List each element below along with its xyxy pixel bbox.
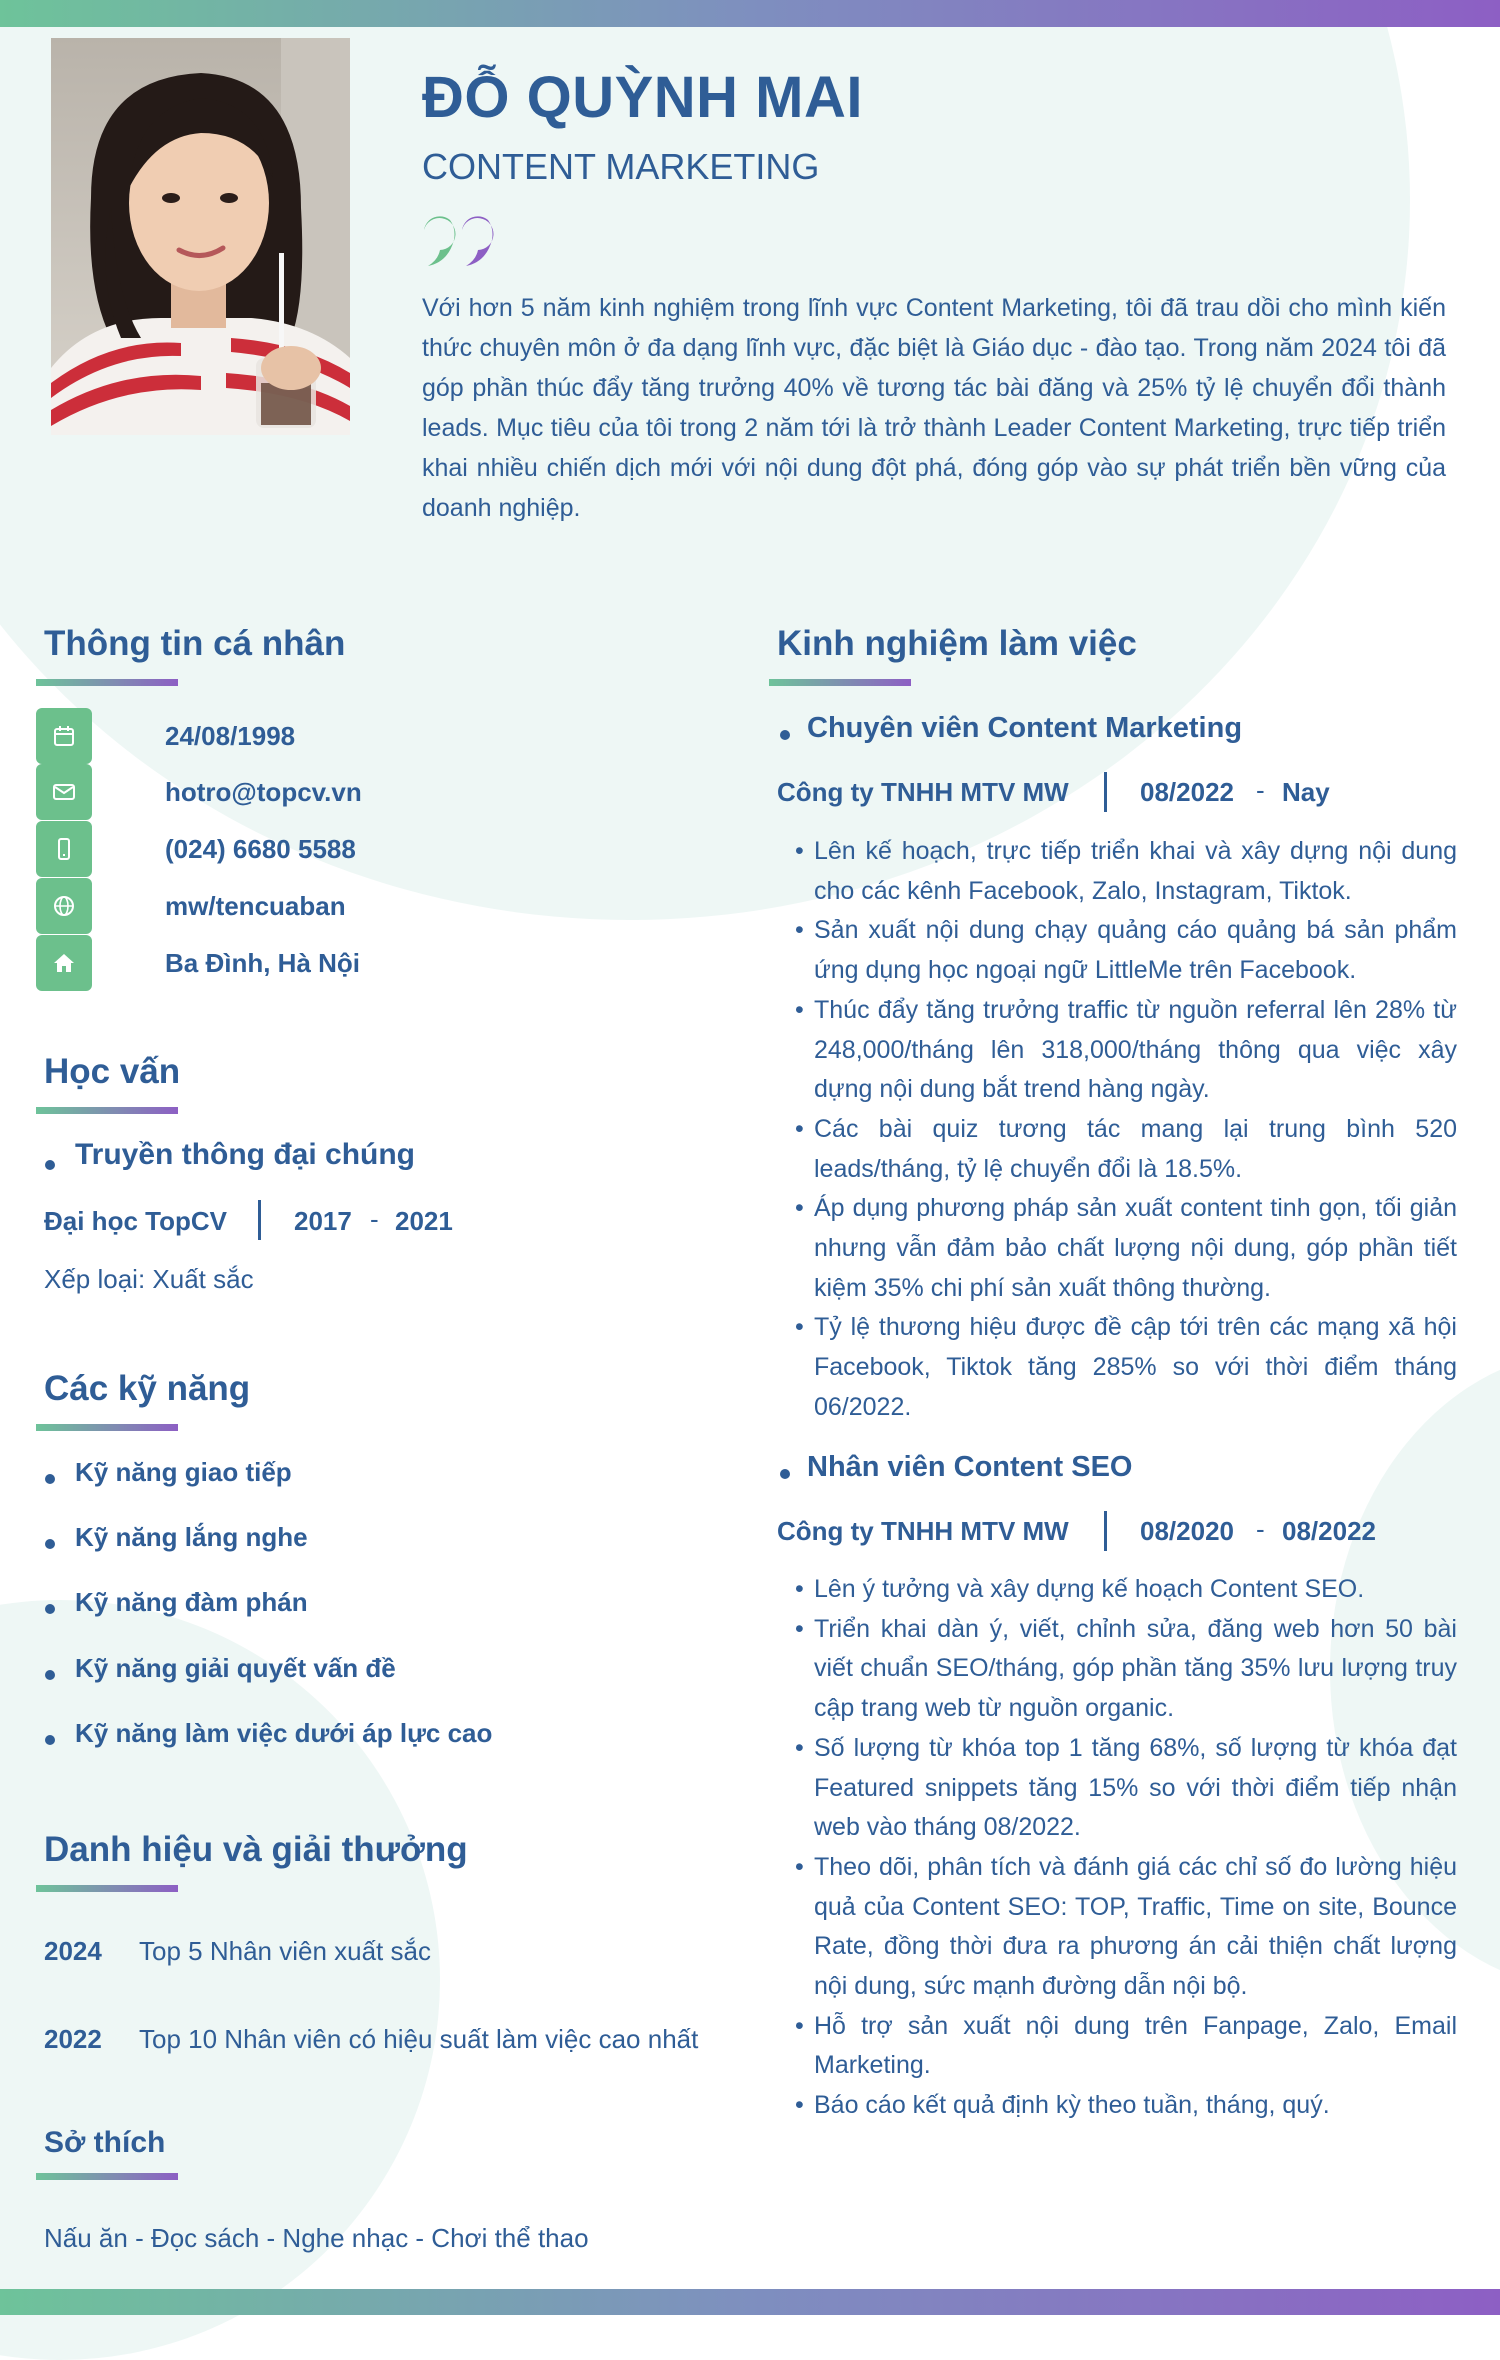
address-text: Ba Đình, Hà Nội xyxy=(165,947,361,978)
hobbies-heading: Sở thích xyxy=(44,2126,166,2159)
globe-icon xyxy=(36,878,92,934)
bullet-dot xyxy=(780,730,790,740)
profile-photo xyxy=(51,38,350,435)
contact-address xyxy=(36,935,360,991)
birthdate-text: 24/08/1998 xyxy=(165,720,296,751)
job-bullet: • Triển khai dàn ý, viết, chỉnh sửa, đăng web hơn 50 bài viết chuẩn SEO/tháng, góp phần tăng 35% lưu lượng truy cập trang web từ nguồn organic. xyxy=(795,1610,1457,1729)
experience-heading: Kinh nghiệm làm việc xyxy=(777,624,1137,663)
bullet-dot xyxy=(45,1604,55,1614)
job-end: 08/2022 xyxy=(1282,1516,1376,1546)
job-bullet: • Số lượng từ khóa top 1 tăng 68%, số lượng từ khóa đạt Featured snippets tăng 15% so với thời điểm tiếp nhận web vào tháng 08/2022. xyxy=(795,1729,1457,1848)
bottom-gradient-bar xyxy=(0,2289,1500,2315)
job-start: 08/2022 xyxy=(1140,777,1234,807)
job-bullet: • Theo dõi, phân tích và đánh giá các chỉ số đo lường hiệu quả của Content SEO: TOP, Traffic, Time on site, Bounce Rate, đồng thời đưa ra phương án cải thiện chất lượng nội dung, sức mạnh đường dẫn nội bộ. xyxy=(795,1848,1457,2007)
education-end: 2021 xyxy=(395,1206,453,1236)
career-summary: Với hơn 5 năm kinh nghiệm trong lĩnh vực Content Marketing, tôi đã trau dồi cho mình kiến thức chuyên môn ở đa dạng lĩnh vực, đặc biệt là Giáo dục - đào tạo. Trong năm 2024 tôi đã góp phần thúc đẩy tăng trưởng 40% về tương tác bài đăng và 25% tỷ lệ chuyển đổi thành leads. Mục tiêu của tôi trong 2 năm tới là trở thành Leader Content Marketing, trực tiếp triển khai nhiều chiến dịch mới với nội dung đột phá, đóng góp vào sự phát triển bền vững của doanh nghiệp. xyxy=(422,294,1446,522)
candidate-name: ĐỖ QUỲNH MAI xyxy=(422,65,863,130)
contact-birthdate xyxy=(36,708,295,764)
award-text: Top 5 Nhân viên xuất sắc xyxy=(139,1936,431,1966)
job-bullet: • Lên kế hoạch, trực tiếp triển khai và xây dựng nội dung cho các kênh Facebook, Zalo, Instagram, Tiktok. xyxy=(795,832,1457,911)
divider xyxy=(1104,1511,1107,1551)
website-text[interactable]: mw/tencuaban xyxy=(165,890,346,921)
contact-website xyxy=(36,878,346,934)
job-title: Chuyên viên Content Marketing xyxy=(807,712,1243,744)
job-bullet: • Báo cáo kết quả định kỳ theo tuần, tháng, quý. xyxy=(795,2086,1457,2126)
job-bullet: • Hỗ trợ sản xuất nội dung trên Fanpage, Zalo, Email Marketing. xyxy=(795,2007,1457,2086)
education-school: Đại học TopCV xyxy=(44,1206,227,1236)
job-bullet-list xyxy=(795,1570,1457,2126)
job-bullet: • Các bài quiz tương tác mang lại trung bình 520 leads/tháng, tỷ lệ chuyển đổi là 18.5%. xyxy=(795,1110,1457,1189)
award-year: 2024 xyxy=(44,1936,102,1966)
skills-heading: Các kỹ năng xyxy=(44,1369,251,1408)
section-underline xyxy=(36,1424,178,1431)
date-dash: - xyxy=(370,1204,379,1234)
section-underline xyxy=(36,679,178,686)
education-grade: Xếp loại: Xuất sắc xyxy=(44,1264,254,1294)
date-dash: - xyxy=(1256,1514,1265,1544)
top-gradient-bar xyxy=(0,0,1500,27)
job-company: Công ty TNHH MTV MW xyxy=(777,777,1069,807)
education-start: 2017 xyxy=(294,1206,352,1236)
bullet-dot xyxy=(45,1160,55,1170)
job-bullet: • Thúc đẩy tăng trưởng traffic từ nguồn referral lên 28% từ 248,000/tháng lên 318,000/tháng thông qua việc xây dựng nội dung bắt trend hàng ngày. xyxy=(795,991,1457,1110)
job-end: Nay xyxy=(1282,777,1330,807)
job-bullet: • Tỷ lệ thương hiệu được đề cập tới trên các mạng xã hội Facebook, Tiktok tăng 285% so với thời điểm tháng 06/2022. xyxy=(795,1308,1457,1427)
education-heading: Học vấn xyxy=(44,1052,181,1091)
bullet-dot xyxy=(45,1670,55,1680)
awards-heading: Danh hiệu và giải thưởng xyxy=(44,1830,468,1869)
date-dash: - xyxy=(1256,775,1265,805)
personal-info-heading: Thông tin cá nhân xyxy=(44,624,346,663)
job-title-heading: CONTENT MARKETING xyxy=(422,146,820,187)
education-major: Truyền thông đại chúng xyxy=(75,1138,415,1171)
job-start: 08/2020 xyxy=(1140,1516,1234,1546)
bullet-dot xyxy=(45,1539,55,1549)
divider xyxy=(258,1200,261,1240)
email-text[interactable]: hotro@topcv.vn xyxy=(165,776,362,807)
divider xyxy=(1104,772,1107,812)
phone-text[interactable]: (024) 6680 5588 xyxy=(165,833,356,864)
job-bullet-list xyxy=(795,832,1457,1428)
section-underline xyxy=(36,2173,178,2180)
skill-item: Kỹ năng giao tiếp xyxy=(75,1457,292,1487)
calendar-icon xyxy=(36,708,92,764)
skill-item: Kỹ năng lắng nghe xyxy=(75,1522,308,1552)
job-company: Công ty TNHH MTV MW xyxy=(777,1516,1069,1546)
home-icon xyxy=(36,935,92,991)
award-text: Top 10 Nhân viên có hiệu suất làm việc cao nhất xyxy=(139,2024,699,2054)
contact-email xyxy=(36,764,362,820)
bullet-dot xyxy=(45,1735,55,1745)
job-bullet: • Sản xuất nội dung chạy quảng cáo quảng bá sản phẩm ứng dụng học ngoại ngữ LittleMe trên Facebook. xyxy=(795,911,1457,990)
quote-icon xyxy=(420,210,500,275)
email-icon xyxy=(36,764,92,820)
bullet-dot xyxy=(45,1474,55,1484)
section-underline xyxy=(36,1107,178,1114)
section-underline xyxy=(36,1885,178,1892)
contact-phone xyxy=(36,821,356,877)
skill-item: Kỹ năng làm việc dưới áp lực cao xyxy=(75,1718,493,1748)
job-bullet: • Áp dụng phương pháp sản xuất content tinh gọn, tối giản nhưng vẫn đảm bảo chất lượng nội dung, góp phần tiết kiệm 35% chi phí sản xuất thông thường. xyxy=(795,1189,1457,1308)
hobbies-text: Nấu ăn - Đọc sách - Nghe nhạc - Chơi thể thao xyxy=(44,2223,589,2253)
job-title: Nhân viên Content SEO xyxy=(807,1451,1133,1483)
phone-icon xyxy=(36,821,92,877)
job-bullet: • Lên ý tưởng và xây dựng kế hoạch Content SEO. xyxy=(795,1570,1457,1610)
skill-item: Kỹ năng giải quyết vấn đề xyxy=(75,1653,396,1683)
section-underline xyxy=(769,679,911,686)
skill-item: Kỹ năng đàm phán xyxy=(75,1587,308,1617)
bullet-dot xyxy=(780,1469,790,1479)
award-year: 2022 xyxy=(44,2024,102,2054)
